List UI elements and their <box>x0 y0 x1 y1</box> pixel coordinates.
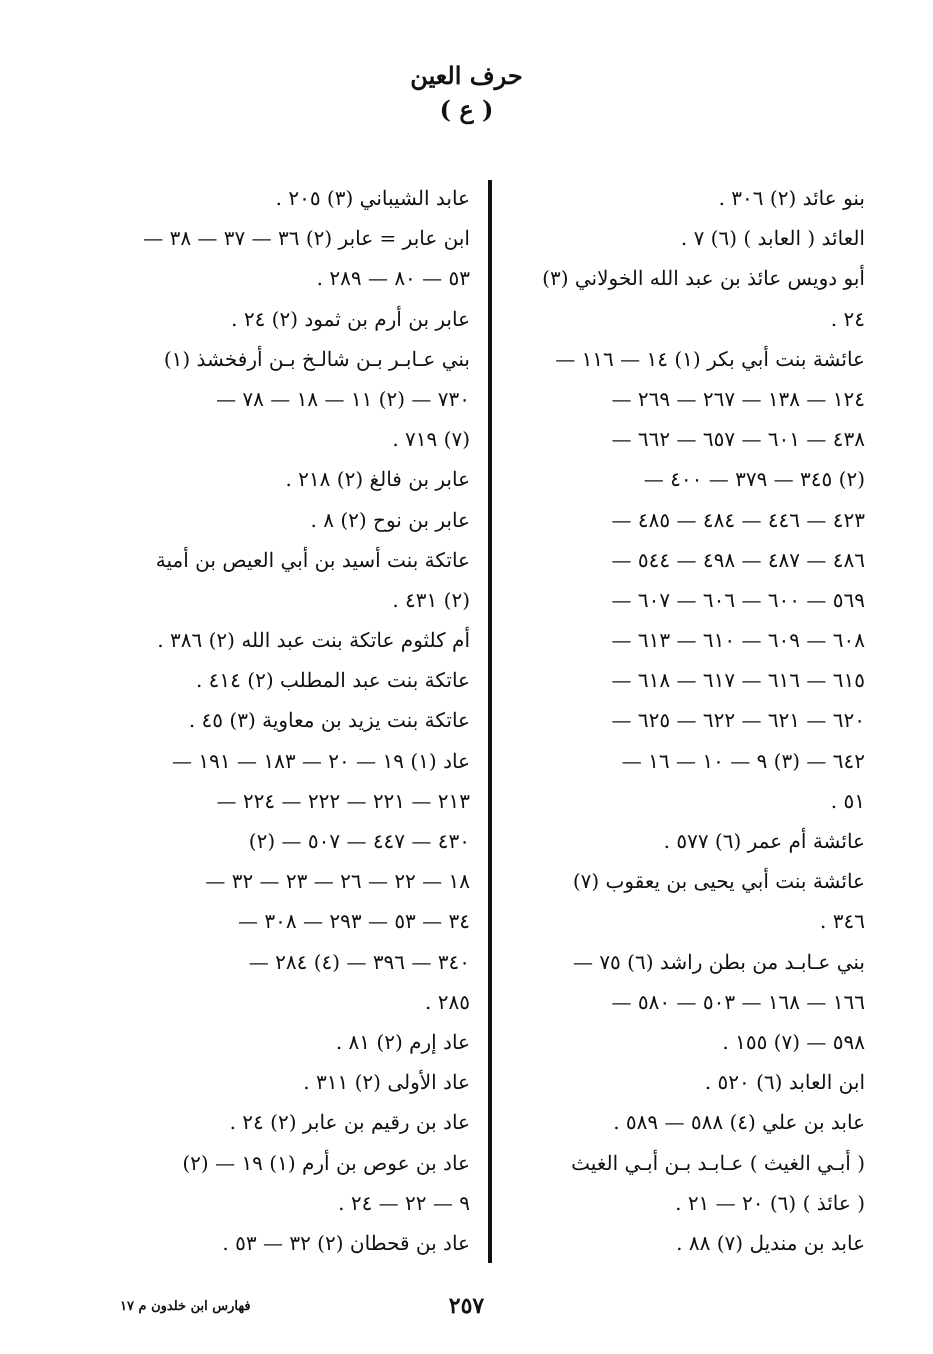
index-column-left <box>120 178 470 1263</box>
index-entry-line: ٥٩٨ — (٧) ١٥٥ . <box>722 1029 865 1054</box>
index-entry-line: بني عـابـد من بطن راشد (٦) ٧٥ — <box>572 949 865 974</box>
index-entry-line: ٣٤ — ٥٣ — ٢٩٣ — ٣٠٨ — <box>238 909 470 934</box>
index-entry-line: ٦٤٢ — (٣) ٩ — ١٠ — ١٦ — <box>621 748 865 773</box>
page-header <box>0 60 933 126</box>
index-entry-line: ( عائذ ) (٦) ٢٠ — ٢١ . <box>675 1190 865 1215</box>
index-entry-line: (٧) ٧١٩ . <box>392 427 470 452</box>
index-entry-line: ٣٤٦ . <box>820 909 865 934</box>
index-entry-line: عابد بن علي (٤) ٥٨٨ — ٥٨٩ . <box>613 1110 865 1135</box>
index-entry-line: ابن عابر = عابر (٢) ٣٦ — ٣٧ — ٣٨ — <box>143 226 470 251</box>
column-divider <box>488 180 492 1263</box>
index-entry-line: ٣٤٠ — ٣٩٦ — (٤) ٢٨٤ — <box>248 949 470 974</box>
index-entry-line: أبو دويس عائذ بن عبد الله الخولاني (٣) <box>542 266 865 291</box>
page-number: ٢٥٧ <box>448 1293 485 1319</box>
index-entry-line: عابد بن منديل (٧) ٨٨ . <box>676 1230 865 1255</box>
index-entry-line: عاتكة بنت يزيد بن معاوية (٣) ٤٥ . <box>188 708 470 733</box>
index-entry-line: ٦٢٠ — ٦٢١ — ٦٢٢ — ٦٢٥ — <box>611 708 865 733</box>
index-entry-line: عابر بن أرم بن ثمود (٢) ٢٤ . <box>231 306 470 331</box>
index-entry-line: ابن العابد (٦) ٥٢٠ . <box>704 1070 865 1095</box>
index-entry-line: عابر بن نوح (٢) ٨ . <box>310 507 470 532</box>
index-entry-line: عاتكة بنت عبد المطلب (٢) ٤١٤ . <box>195 668 470 693</box>
index-entry-line: ( أبـي الغيث ) عـابـد بـن أبـي الغيث <box>571 1150 865 1175</box>
index-entry-line: بنو عائد (٢) ٣٠٦ . <box>718 186 865 210</box>
index-entry-line: ٤٣٠ — ٤٤٧ — ٥٠٧ — (٢) <box>248 829 470 853</box>
index-entry-line: (٢) ٤٣١ . <box>392 587 470 612</box>
index-entry-line: عاتكة بنت أسيد بن أبي العيص بن أمية <box>155 547 470 572</box>
index-entry-line: ٥١ . <box>830 788 865 813</box>
index-entry-line: ٢٨٥ . <box>425 989 470 1014</box>
index-entry-line: ٦٠٨ — ٦٠٩ — ٦١٠ — ٦١٣ — <box>611 628 865 653</box>
index-entry-line: ٦١٥ — ٦١٦ — ٦١٧ — ٦١٨ — <box>611 668 865 693</box>
index-entry-line: بني عـابـر بـن شالـخ بـن أرفخشذ (١) <box>163 346 470 371</box>
index-entry-line: ٤٢٣ — ٤٤٦ — ٤٨٤ — ٤٨٥ — <box>611 507 865 532</box>
index-entry-line: ٥٦٩ — ٦٠٠ — ٦٠٦ — ٦٠٧ — <box>611 587 865 612</box>
index-entry-line: عاد بن رقيم بن عابر (٢) ٢٤ . <box>229 1110 470 1135</box>
index-entry-line: عائشة بنت أبي بكر (١) ١٤ — ١١٦ — <box>555 346 865 371</box>
section-letter: ( ع ) <box>439 95 494 124</box>
index-entry-line: ١٦٦ — ١٦٨ — ٥٠٣ — ٥٨٠ — <box>611 989 865 1014</box>
index-entry-line: ١٨ — ٢٢ — ٢٦ — ٢٣ — ٣٢ — <box>205 869 470 894</box>
index-entry-line: عاد (١) ١٩ — ٢٠ — ١٨٣ — ١٩١ — <box>172 748 470 773</box>
index-entry-line: عابد الشيباني (٣) ٢٠٥ . <box>275 186 470 210</box>
index-entry-line: عاد بن قحطان (٢) ٣٢ — ٥٣ . <box>222 1230 470 1255</box>
page-footer <box>0 1293 933 1323</box>
index-entry-line: (٢) ٣٤٥ — ٣٧٩ — ٤٠٠ — <box>643 467 865 492</box>
index-entry-line: ٩ — ٢٢ — ٢٤ . <box>338 1190 470 1215</box>
index-column-right <box>515 178 865 1263</box>
index-entry-line: ٢١٣ — ٢٢١ — ٢٢٢ — ٢٢٤ — <box>216 788 470 813</box>
index-entry-line: عابر بن فالغ (٢) ٢١٨ . <box>285 467 470 492</box>
index-entry-line: عائشة بنت أبي يحيى بن يعقوب (٧) <box>572 869 865 894</box>
index-entry-line: ٢٤ . <box>830 306 865 331</box>
index-entry-line: عاد الأولى (٢) ٣١١ . <box>303 1070 470 1095</box>
index-entry-line: عائشة أم عمر (٦) ٥٧٧ . <box>663 829 865 853</box>
index-entry-line: عاد بن عوص بن أرم (١) ١٩ — (٢) <box>182 1150 470 1175</box>
index-entry-line: ٧٣٠ — (٢) ١١ — ١٨ — ٧٨ — <box>216 386 470 411</box>
index-entry-line: أم كلثوم عاتكة بنت عبد الله (٢) ٣٨٦ . <box>157 628 470 653</box>
index-entry-line: العائد ( العابد ) (٦) ٧ . <box>680 226 865 251</box>
index-entry-line: ١٢٤ — ١٣٨ — ٢٦٧ — ٢٦٩ — <box>611 386 865 411</box>
index-entry-line: عاد إرم (٢) ٨١ . <box>335 1029 470 1054</box>
running-title: فهارس ابن خلدون م ١٧ <box>120 1299 251 1314</box>
index-entry-line: ٥٣ — ٨٠ — ٢٨٩ . <box>316 266 470 291</box>
index-entry-line: ٤٨٦ — ٤٨٧ — ٤٩٨ — ٥٤٤ — <box>611 547 865 572</box>
section-title: حرف العين <box>410 61 523 90</box>
index-entry-line: ٤٣٨ — ٦٠١ — ٦٥٧ — ٦٦٢ — <box>611 427 865 452</box>
